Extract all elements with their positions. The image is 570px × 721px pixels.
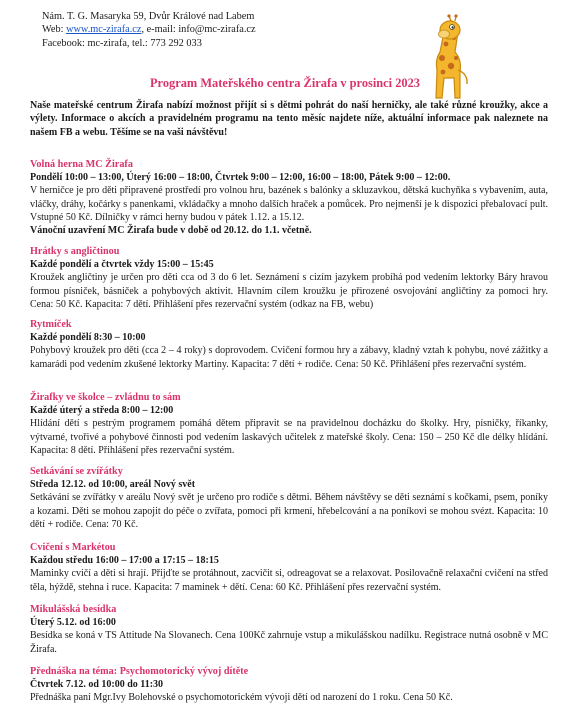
- page-title: Program Mateřského centra Žirafa v prosinci 2023: [149, 76, 421, 90]
- section-description: Hlídání dětí s pestrým programem pomáhá dětem připravit se na pravidelnou docházku do školky. Hry, písničky, říkanky, výtvarné, tvořivé a pohybové činnosti pod vedením laskavých učitelek z mateřské školy. Cena: 150 – 250 Kč dle délky hlídání. Kapacita: 8 dětí. Přihlášení přes rezervační systém.: [30, 418, 548, 456]
- section-schedule: Každé pondělí a čtvrtek vždy 15:00 – 15:45: [30, 259, 214, 271]
- intro-text: Naše mateřské centrum Žirafa nabízí možnost přijít si s dětmi pohrát do naší herničky, ale také různé kroužky, akce a výlety. Informace o akcích a pravidelném programu na tento měsíc najdete níže, aktuální informace pak naleznete na našem FB a webu. Těšíme se na vaši návštěvu!: [30, 100, 548, 138]
- contact-header: [42, 10, 372, 50]
- section-title: Cvičení s Markétou: [30, 542, 116, 553]
- section-description: Kroužek angličtiny je určen pro děti cca od 3 do 6 let. Seznámení s cizím jazykem probíhá pod vedením lektorky Báry hravou formou písniček, básniček a pohybových aktivit. Hlavním cílem kroužku je přirozené osvojování angličtiny za pomoci hry. Cena: 50 Kč. Kapacita: 7 dětí. Přihlášení přes rezervační systém (odkaz na FB, webu): [30, 272, 548, 310]
- section-description: V herničce je pro děti připravené prostředí pro volnou hru, bazének s balónky a skluzavkou, dětská kuchyňka s vybavením, auta, vláčky, dráhy, kočárky s panenkami, vkládačky a mnoho dalších hraček a pomůcek. Pro nejmenší je k dispozici přebalovací pult. Vstupné 50 Kč. Dílničky v rámci herny budou v pátek 1.12. a 15.12.: [30, 185, 548, 223]
- section-note: Vánoční uzavření MC Žirafa bude v době od 20.12. do 1.1. včetně.: [30, 225, 312, 237]
- section-mikulasska-besidka: [30, 603, 548, 656]
- section-zirafky-ve-skolce: [30, 391, 548, 457]
- email-text: , e-mail: info@mc-zirafa.cz: [141, 24, 256, 36]
- section-schedule: Každé pondělí 8:30 – 10:00: [30, 332, 146, 344]
- section-title: Přednáška na téma: Psychomotorický vývoj dítěte: [30, 666, 249, 677]
- web-link[interactable]: www.mc-zirafa.cz: [66, 24, 142, 36]
- address: Nám. T. G. Masaryka 59, Dvůr Králové nad Labem: [42, 11, 255, 22]
- section-rytmicek: [30, 318, 548, 371]
- section-setkavani-se-viratky: [30, 465, 548, 531]
- web-email-line: [42, 23, 372, 36]
- section-description: Maminky cvičí a děti si hrají. Přijďte se protáhnout, zacvičit si, odreagovat se a relaxovat. Posilovačně relaxační cvičení na střed těla, hýždě, stehna i ruce. Kapacita: 7 maminek + dětí. Cena: 60 Kč. Přihlášení přes rezervační systém.: [30, 568, 548, 593]
- facebook-phone: Facebook: mc-zirafa, tel.: 773 292 033: [42, 37, 202, 49]
- section-title: Volná herna MC Žirafa: [30, 159, 133, 170]
- section-description: Přednáška paní Mgr.Ivy Bolehovské o psychomotorickém vývoji dětí od narození do 1 roku. Cena 50 Kč.: [30, 692, 453, 704]
- section-prednaska: [30, 665, 548, 705]
- section-title: Žirafky ve školce – zvládnu to sám: [30, 392, 181, 403]
- section-schedule: Středa 12.12. od 10:00, areál Nový svět: [30, 479, 196, 491]
- section-title: Rytmíček: [30, 319, 72, 330]
- section-description: Setkávání se zvířátky v areálu Nový svět je určeno pro rodiče s dětmi. Během návštěvy se děti seznámí s kočkami, psem, poníky a kozami. Děti se mohou zapojit do péče o zvířata, pomoci při krmení, hřebelcování a na poníkovi se mohou svézt. Kapacita: 10 dětí + rodiče. Cena: 70 Kč.: [30, 492, 548, 530]
- section-schedule: Každé úterý a středa 8:00 – 12:00: [30, 405, 174, 417]
- section-title: Hrátky s angličtinou: [30, 246, 120, 257]
- section-cviceni-s-marketou: [30, 541, 548, 594]
- section-volna-herna: [30, 158, 548, 237]
- section-schedule: Čtvrtek 7.12. od 10:00 do 11:30: [30, 679, 164, 691]
- section-description: Pohybový kroužek pro děti (cca 2 – 4 roky) s doprovodem. Cvičení formou hry a zábavy, kladný vztah k pohybu, nové zážitky a kamarádi pod vedením zkušené lektorky Martiny. Kapacita: 7 dětí + rodiče. Cena: 50 Kč. Přihlášení přes rezervační systém.: [30, 345, 548, 370]
- section-hratky-s-anglictinou: [30, 245, 548, 311]
- section-title: Setkávání se zvířátky: [30, 466, 123, 477]
- section-schedule: Pondělí 10:00 – 13:00, Úterý 16:00 – 18:00, Čtvrtek 9:00 – 12:00, 16:00 – 18:00, Pátek 9:00 – 12:00.: [30, 172, 451, 184]
- section-schedule: Úterý 5.12. od 16:00: [30, 617, 116, 629]
- section-schedule: Každou středu 16:00 – 17:00 a 17:15 – 18:15: [30, 555, 219, 567]
- section-description: Besídka se koná v TS Attitude Na Slovanech. Cena 100Kč zahrnuje vstup a mikulášskou nadílku. Registrace nutná osobně v MC Žirafa.: [30, 630, 548, 655]
- web-label: Web:: [42, 24, 64, 36]
- section-title: Mikulášská besídka: [30, 604, 117, 615]
